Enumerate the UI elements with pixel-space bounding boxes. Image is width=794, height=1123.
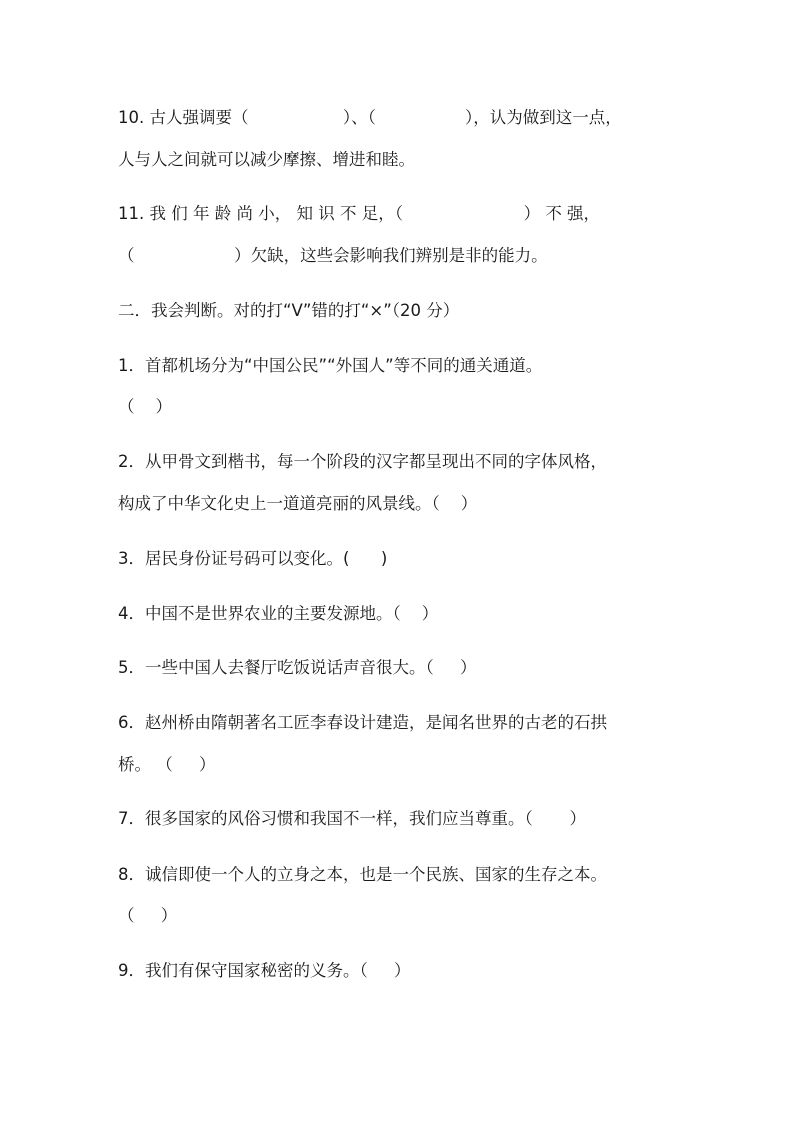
judge-item-2-line-2: 构成了中华文化史上一道道亮丽的风景线。（ ） [118,494,478,513]
judge-item-9: 9．我们有保守国家秘密的义务。（ ） [118,961,411,980]
question-10-line-2: 人与人之间就可以减少摩擦、增进和睦。 [118,150,415,169]
judge-item-3: 3．居民身份证号码可以变化。( ) [118,549,388,568]
question-11-line-2: （ ）欠缺，这些会影响我们辨别是非的能力。 [118,246,548,265]
judge-item-4: 4．中国不是世界农业的主要发源地。（ ） [118,604,439,623]
judge-item-6-line-2: 桥。 （ ） [118,755,216,774]
question-11-line-1: 11. 我 们 年 龄 尚 小， 知 识 不 足，（ ） 不 强， [118,204,601,223]
judge-item-5: 5．一些中国人去餐厅吃饭说话声音很大。（ ） [118,658,477,677]
judge-item-6-line-1: 6．赵州桥由隋朝著名工匠李春设计建造，是闻名世界的古老的石拱 [118,713,607,732]
judge-item-1-answer: （ ） [118,397,172,416]
question-10-line-1: 10. 古人强调要（ ）、（ ），认为做到这一点， [118,108,622,127]
judge-item-2-line-1: 2．从甲骨文到楷书，每一个阶段的汉字都呈现出不同的字体风格， [118,452,607,471]
section-two-heading: 二．我会判断。对的打“V”错的打“×”（20 分） [118,301,460,320]
judge-item-8-answer: （ ） [118,906,178,925]
judge-item-7: 7．很多国家的风俗习惯和我国不一样，我们应当尊重。（ ） [118,809,586,828]
judge-item-1-line-1: 1．首都机场分为“中国公民”“外国人”等不同的通关通道。 [118,356,543,375]
judge-item-8-line-1: 8．诚信即使一个人的立身之本，也是一个民族、国家的生存之本。 [118,865,607,884]
